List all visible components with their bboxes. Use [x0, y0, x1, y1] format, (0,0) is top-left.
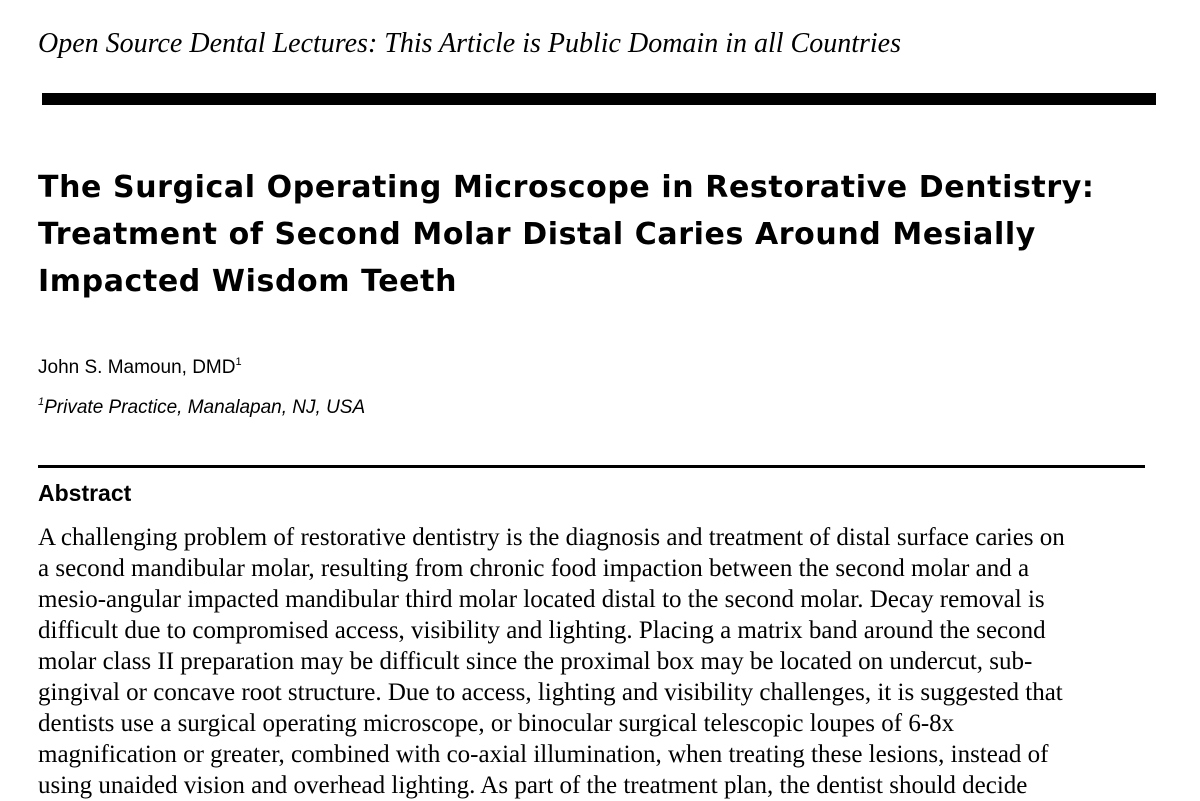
title-line: Impacted Wisdom Teeth [38, 264, 458, 299]
title-line: The Surgical Operating Microscope in Restorative Dentistry: [38, 170, 1095, 205]
abstract-line: dentists use a surgical operating microscope, or binocular surgical telescopic loupes of 6-8x [38, 710, 955, 737]
abstract-line: molar class II preparation may be difficult since the proximal box may be located on undercut, sub- [38, 648, 1033, 675]
abstract-line: difficult due to compromised access, visibility and lighting. Placing a matrix band around the second [38, 617, 1046, 644]
author-affiliation-marker: 1 [235, 356, 242, 368]
abstract-line: gingival or concave root structure. Due to access, lighting and visibility challenges, it is suggested that [38, 679, 1063, 706]
title-line: Treatment of Second Molar Distal Caries Around Mesially [38, 217, 1036, 252]
abstract-line: a second mandibular molar, resulting from chronic food impaction between the second molar and a [38, 555, 1030, 582]
abstract-heading: Abstract [38, 480, 132, 506]
affiliation-line [38, 397, 365, 419]
author-line [38, 357, 242, 379]
abstract-body [38, 522, 1178, 801]
affiliation-marker: 1 [38, 396, 45, 408]
abstract-line: magnification or greater, combined with co-axial illumination, when treating these lesions, instead of [38, 741, 1049, 768]
abstract-line: A challenging problem of restorative dentistry is the diagnosis and treatment of distal surface caries on [38, 524, 1065, 551]
author-name: John S. Mamoun, DMD [38, 357, 236, 378]
header-divider [42, 93, 1156, 105]
article-title [38, 164, 1178, 305]
abstract-line: using unaided vision and overhead lighting. As part of the treatment plan, the dentist should decide [38, 772, 1028, 799]
abstract-divider [38, 465, 1145, 468]
journal-header: Open Source Dental Lectures: This Article is Public Domain in all Countries [38, 28, 901, 59]
abstract-line: mesio-angular impacted mandibular third molar located distal to the second molar. Decay removal is [38, 586, 1045, 613]
affiliation-text: Private Practice, Manalapan, NJ, USA [44, 397, 366, 418]
